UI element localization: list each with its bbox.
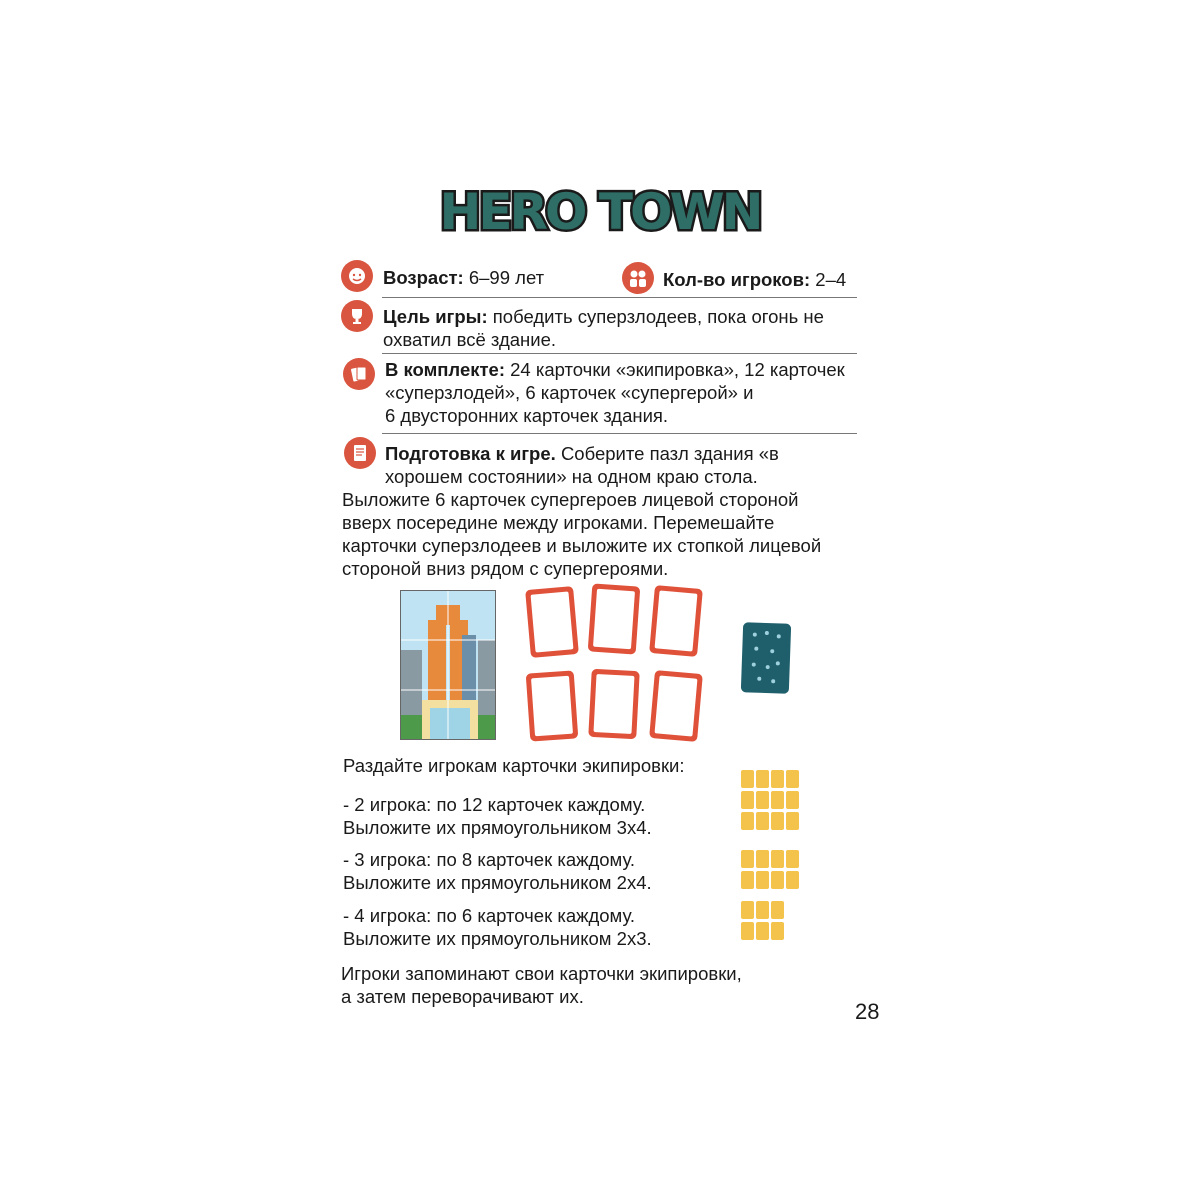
setup-head bbox=[385, 442, 779, 488]
contents-line1: 24 карточки «экипировка», 12 карточек bbox=[510, 359, 845, 380]
goal-line1: победить суперзлодеев, пока огонь не bbox=[492, 306, 824, 327]
deal-3-line1: - 3 игрока: по 8 карточек каждому. bbox=[343, 849, 636, 870]
hero-card bbox=[526, 670, 579, 741]
deal-2-line2: Выложите их прямоугольником 3x4. bbox=[343, 817, 652, 838]
setup-label: Подготовка к игре. bbox=[385, 443, 556, 464]
deal-intro: Раздайте игрокам карточки экипировки: bbox=[343, 755, 685, 776]
players-label: Кол-во игроков: bbox=[663, 269, 811, 290]
setup-line2: хорошем состоянии» на одном краю стола. bbox=[385, 466, 758, 487]
divider bbox=[382, 297, 857, 298]
outro-line2: а затем переворачивают их. bbox=[341, 986, 584, 1007]
players-icon bbox=[622, 262, 654, 294]
deal-4-line1: - 4 игрока: по 6 карточек каждому. bbox=[343, 905, 636, 926]
hero-card bbox=[649, 670, 703, 742]
age-value: 6–99 лет bbox=[468, 267, 545, 288]
contents-line3: 6 двусторонних карточек здания. bbox=[385, 405, 669, 426]
equipment-grid-3x4 bbox=[741, 770, 803, 832]
outro-text bbox=[341, 962, 742, 1008]
divider bbox=[382, 433, 857, 434]
equipment-grid-2x3 bbox=[741, 901, 788, 942]
setup-line3: Выложите 6 карточек супергероев лицевой стороной bbox=[342, 489, 799, 510]
deal-2-line1: - 2 игрока: по 12 карточек каждому. bbox=[343, 794, 646, 815]
players-value: 2–4 bbox=[815, 269, 847, 290]
villain-deck bbox=[741, 622, 791, 694]
hero-card bbox=[588, 669, 639, 739]
goal-line2: охватил всё здание. bbox=[383, 329, 557, 350]
setup-line5: карточки суперзлодеев и выложите их стопкой лицевой bbox=[342, 535, 822, 556]
hero-card bbox=[588, 583, 641, 654]
deal-3-line2: Выложите их прямоугольником 2x4. bbox=[343, 872, 652, 893]
deal-4-line2: Выложите их прямоугольником 2x3. bbox=[343, 928, 652, 949]
setup-line6: стороной вниз рядом с супергероями. bbox=[342, 558, 669, 579]
deal-option-4 bbox=[343, 904, 652, 950]
building-illustration bbox=[400, 590, 496, 740]
players-line bbox=[663, 268, 846, 291]
page-number: 28 bbox=[855, 999, 880, 1024]
goal-icon bbox=[341, 300, 373, 332]
contents-text bbox=[385, 358, 845, 427]
setup-line1: Соберите пазл здания «в bbox=[560, 443, 779, 464]
deal-option-2 bbox=[343, 793, 652, 839]
age-label: Возраст: bbox=[383, 267, 464, 288]
equipment-grid-2x4 bbox=[741, 850, 803, 891]
game-title: HERO TOWN bbox=[439, 183, 761, 241]
goal-label: Цель игры: bbox=[383, 306, 488, 327]
contents-icon bbox=[343, 358, 375, 390]
divider bbox=[382, 353, 857, 354]
outro-line1: Игроки запоминают свои карточки экипировки, bbox=[341, 963, 742, 984]
contents-label: В комплекте: bbox=[385, 359, 505, 380]
contents-line2: «суперзлодей», 6 карточек «супергерой» и bbox=[385, 382, 754, 403]
goal-text bbox=[383, 305, 824, 351]
deal-option-3 bbox=[343, 848, 652, 894]
hero-card bbox=[649, 585, 703, 657]
age-icon bbox=[341, 260, 373, 292]
age-line bbox=[383, 266, 544, 289]
setup-line4: вверх посередине между игроками. Перемешайте bbox=[342, 512, 775, 533]
setup-body bbox=[342, 488, 821, 580]
hero-card bbox=[525, 586, 579, 658]
setup-icon bbox=[344, 437, 376, 469]
